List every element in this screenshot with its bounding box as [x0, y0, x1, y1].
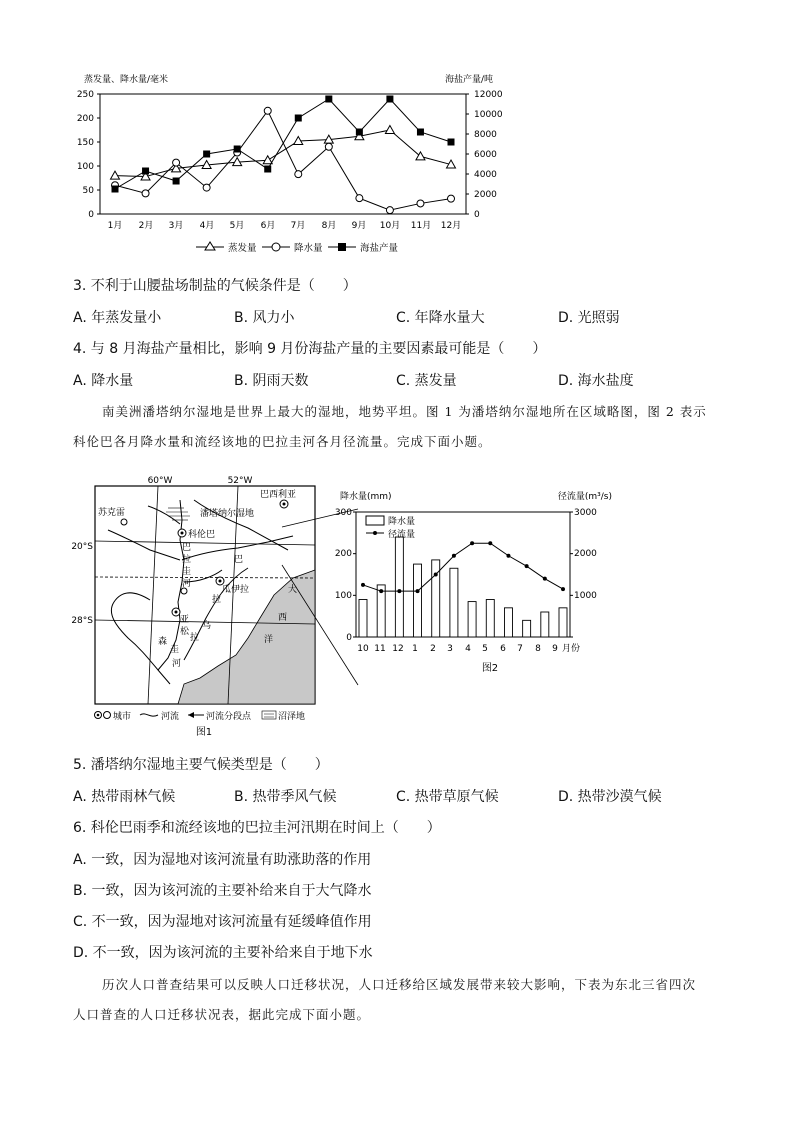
legend-swamp: 沼泽地 [278, 712, 306, 722]
precipitation-bar [359, 600, 367, 638]
y2-tick: 2000 [474, 190, 497, 200]
sea-salt-point [142, 168, 149, 175]
q6-option-a[interactable]: A. 一致，因为湿地对该河流量有助涨助落的作用 [73, 852, 372, 868]
question-5-stem: 5. 潘塔纳尔湿地主要气候类型是（ ） [73, 757, 329, 773]
place-brasilia: 巴西利亚 [260, 490, 297, 500]
x-unit: 月份 [562, 644, 581, 654]
runoff-point [416, 589, 420, 593]
precipitation-bar [486, 600, 494, 638]
x-tick: 2月 [138, 221, 154, 231]
y1-tick: 150 [76, 138, 94, 148]
precipitation-point [417, 200, 424, 207]
sea-salt-point [325, 96, 332, 103]
q6-option-b[interactable]: B. 一致，因为该河流的主要补给来自于大气降水 [73, 883, 372, 899]
intro-paragraph-1-line-2: 科伦巴各月降水量和流经该地的巴拉圭河各月径流量。完成下面小题。 [73, 434, 492, 449]
question-3-stem: 3. 不利于山腰盐场制盐的气候条件是（ ） [73, 278, 357, 294]
q4-option-b[interactable]: B. 阴雨天数 [234, 373, 309, 389]
river-char: 河 [172, 659, 182, 669]
x-tick: 5 [482, 644, 488, 654]
series-line [115, 99, 451, 189]
y1-tick: 250 [76, 90, 94, 100]
triangle-marker-icon [205, 242, 215, 250]
precipitation-point [173, 159, 180, 166]
runoff-line [363, 543, 563, 591]
precipitation-bar [468, 602, 476, 637]
sea-salt-point [112, 186, 119, 193]
y2-tick: 3000 [574, 508, 597, 518]
lon-label-52w: 52°W [227, 476, 253, 486]
chart2-frame [353, 512, 573, 637]
intro-paragraph-2-line-2: 人口普查的人口迁移状况表，据此完成下面小题。 [73, 1007, 371, 1022]
chart1-frame [97, 94, 469, 214]
precipitation-point [264, 107, 271, 114]
question-6-stem: 6. 科伦巴雨季和流经该地的巴拉圭河汛期在时间上（ ） [73, 820, 441, 836]
legend-sea-salt: 海盐产量 [360, 243, 399, 254]
x-tick: 5月 [229, 221, 245, 231]
x-tick: 6月 [260, 221, 276, 231]
y2-tick: 10000 [474, 110, 503, 120]
precipitation-point [295, 171, 302, 178]
y1-tick: 100 [334, 591, 352, 601]
map-legend [95, 710, 306, 722]
runoff-point [561, 587, 565, 591]
lon-label-60w: 60°W [147, 476, 173, 486]
x-tick: 11月 [410, 221, 432, 231]
sea-salt-point [295, 115, 302, 122]
intro-paragraph-1-line-1: 南美洲潘塔纳尔湿地是世界上最大的湿地，地势平坦。图 1 为潘塔纳尔湿地所在区域略图，图 2 表示 [102, 404, 707, 419]
x-tick: 9 [552, 644, 558, 654]
x-tick: 4月 [199, 221, 215, 231]
chart2 [330, 485, 620, 680]
circle-marker-icon [272, 243, 280, 251]
x-tick: 3月 [168, 221, 184, 231]
sea-salt-point [386, 96, 393, 103]
q4-option-c[interactable]: C. 蒸发量 [396, 373, 457, 389]
river-char: 巴 [234, 555, 244, 565]
river-char: 圭 [170, 645, 180, 655]
q5-option-c[interactable]: C. 热带草原气候 [396, 789, 499, 805]
x-tick: 10月 [379, 221, 401, 231]
q3-option-d[interactable]: D. 光照弱 [558, 310, 620, 326]
series-line [115, 111, 451, 210]
river-char: 圭 [182, 567, 192, 577]
runoff-point [452, 554, 456, 558]
y1-tick: 50 [82, 186, 94, 196]
river-char: 河 [182, 579, 192, 589]
x-tick: 2 [430, 644, 436, 654]
y2-tick: 2000 [574, 549, 597, 559]
legend-city: 城市 [113, 712, 132, 722]
sea-salt-point [234, 146, 241, 153]
precipitation-point [142, 190, 149, 197]
river-char: 拉 [182, 555, 192, 565]
q6-option-d[interactable]: D. 不一致，因为该河流的主要补给来自于地下水 [73, 945, 373, 961]
x-tick: 4 [465, 644, 471, 654]
y1-tick: 100 [76, 162, 94, 172]
legend-precipitation: 降水量 [294, 243, 323, 254]
q6-option-c[interactable]: C. 不一致，因为湿地对该河流量有延缓峰值作用 [73, 914, 372, 930]
river-char: 巴 [182, 543, 192, 553]
chart1-x-labels [108, 220, 462, 231]
runoff-point [488, 541, 492, 545]
place-sucre: 苏克雷 [98, 508, 126, 518]
chart1-plot-border [100, 94, 466, 214]
runoff-point [525, 564, 529, 568]
legend-precipitation: 降水量 [388, 517, 416, 527]
runoff-point [434, 573, 438, 577]
y2-tick: 1000 [574, 591, 597, 601]
sea-salt-point [356, 129, 363, 136]
legend-runoff: 径流量 [388, 530, 416, 540]
city-char: 森 [158, 637, 168, 647]
runoff-point [506, 554, 510, 558]
chart1-y2-label: 海盐产量/吨 [444, 75, 493, 85]
runoff-point [543, 577, 547, 581]
q3-option-c[interactable]: C. 年降水量大 [396, 310, 485, 326]
x-tick: 7 [517, 644, 523, 654]
precipitation-point [448, 195, 455, 202]
dot-marker-icon [373, 531, 377, 535]
q4-option-a[interactable]: A. 降水量 [73, 373, 134, 389]
chart1-legend [196, 242, 399, 254]
river-char: 乌 [202, 621, 212, 631]
y2-tick: 8000 [474, 130, 497, 140]
chart2-x-labels [357, 642, 580, 654]
precipitation-bar [395, 537, 403, 637]
x-tick: 1月 [107, 221, 123, 231]
y2-tick: 4000 [474, 170, 497, 180]
sea-salt-point [173, 178, 180, 185]
y2-tick: 6000 [474, 150, 497, 160]
arrow-left-icon [188, 712, 194, 718]
y1-tick: 200 [334, 549, 352, 559]
q5-option-b[interactable]: B. 热带季风气候 [234, 789, 337, 805]
series-line [115, 130, 451, 177]
chart1-series [111, 96, 456, 214]
ocean-char: 洋 [264, 635, 274, 645]
q5-option-a[interactable]: A. 热带雨林气候 [73, 789, 176, 805]
sea-salt-point [448, 139, 455, 146]
x-tick: 3 [447, 644, 453, 654]
ocean-char: 西 [278, 613, 288, 623]
precipitation-bar [541, 612, 549, 637]
x-tick: 9月 [351, 221, 367, 231]
x-tick: 6 [500, 644, 506, 654]
river-char: 拉 [190, 633, 200, 643]
lat-label-28s: 28°S [71, 616, 93, 626]
precipitation-point [325, 143, 332, 150]
runoff-point [379, 589, 383, 593]
x-tick: 10 [357, 644, 369, 654]
precipitation-bar [450, 568, 458, 637]
chart2-y2-label: 径流量(m³/s) [557, 492, 612, 502]
question-4-stem: 4. 与 8 月海盐产量相比，影响 9 月份海盐产量的主要因素最可能是（ ） [73, 341, 547, 357]
precipitation-bar [504, 608, 512, 637]
x-tick: 8 [535, 644, 541, 654]
y2-tick: 0 [474, 210, 480, 220]
q5-option-d[interactable]: D. 热带沙漠气候 [558, 789, 662, 805]
chart1-y1-label: 蒸发量、降水量/毫米 [84, 75, 169, 85]
x-tick: 1 [412, 644, 418, 654]
y1-tick: 300 [334, 508, 352, 518]
chart1 [0, 60, 794, 265]
sea-salt-point [264, 166, 271, 173]
precipitation-point [356, 195, 363, 202]
chart2-y1-label: 降水量(mm) [340, 492, 392, 502]
precipitation-point [386, 207, 393, 214]
figure2-caption: 图2 [481, 663, 499, 674]
lat-label-20s: 20°S [71, 542, 93, 552]
x-tick: 8月 [321, 221, 337, 231]
chart2-legend [366, 515, 415, 540]
sea-salt-point [203, 151, 210, 158]
city-char: 亚 [180, 615, 190, 625]
square-marker-icon [338, 243, 346, 251]
y2-tick: 12000 [474, 90, 503, 100]
x-tick: 12月 [440, 221, 462, 231]
runoff-point [397, 589, 401, 593]
q4-option-d[interactable]: D. 海水盐度 [558, 373, 634, 389]
y1-tick: 200 [76, 114, 94, 124]
evaporation-point [111, 171, 120, 179]
place-guaira: 瓜伊拉 [222, 585, 250, 595]
legend-split-point: 河流分段点 [206, 712, 252, 722]
intro-paragraph-2-line-1: 历次人口普查结果可以反映人口迁移状况，人口迁移给区域发展带来较大影响，下表为东北三省四次 [102, 977, 697, 992]
place-corumba: 科伦巴 [188, 530, 216, 540]
runoff-point [470, 541, 474, 545]
precipitation-bar [523, 620, 531, 637]
y1-tick: 0 [88, 210, 94, 220]
city-char: 松 [180, 627, 190, 637]
river-char: 拉 [212, 595, 222, 605]
evaporation-point [263, 156, 272, 164]
sea-salt-point [417, 129, 424, 136]
q3-option-a[interactable]: A. 年蒸发量小 [73, 310, 162, 326]
chart2-series [359, 537, 567, 637]
figure1-caption: 图1 [195, 727, 213, 738]
precipitation-bar [559, 608, 567, 637]
ocean-char: 大 [288, 585, 298, 595]
precipitation-point [203, 184, 210, 191]
x-tick: 12 [392, 644, 404, 654]
precipitation-bar [414, 564, 422, 637]
runoff-point [361, 583, 365, 587]
x-tick: 7月 [290, 221, 306, 231]
y1-tick: 0 [346, 633, 352, 643]
legend-river: 河流 [161, 712, 180, 722]
place-pantanal: 潘塔纳尔湿地 [200, 509, 255, 519]
evaporation-point [385, 126, 394, 134]
q3-option-b[interactable]: B. 风力小 [234, 310, 295, 326]
x-tick: 11 [374, 644, 386, 654]
legend-evaporation: 蒸发量 [228, 243, 257, 254]
